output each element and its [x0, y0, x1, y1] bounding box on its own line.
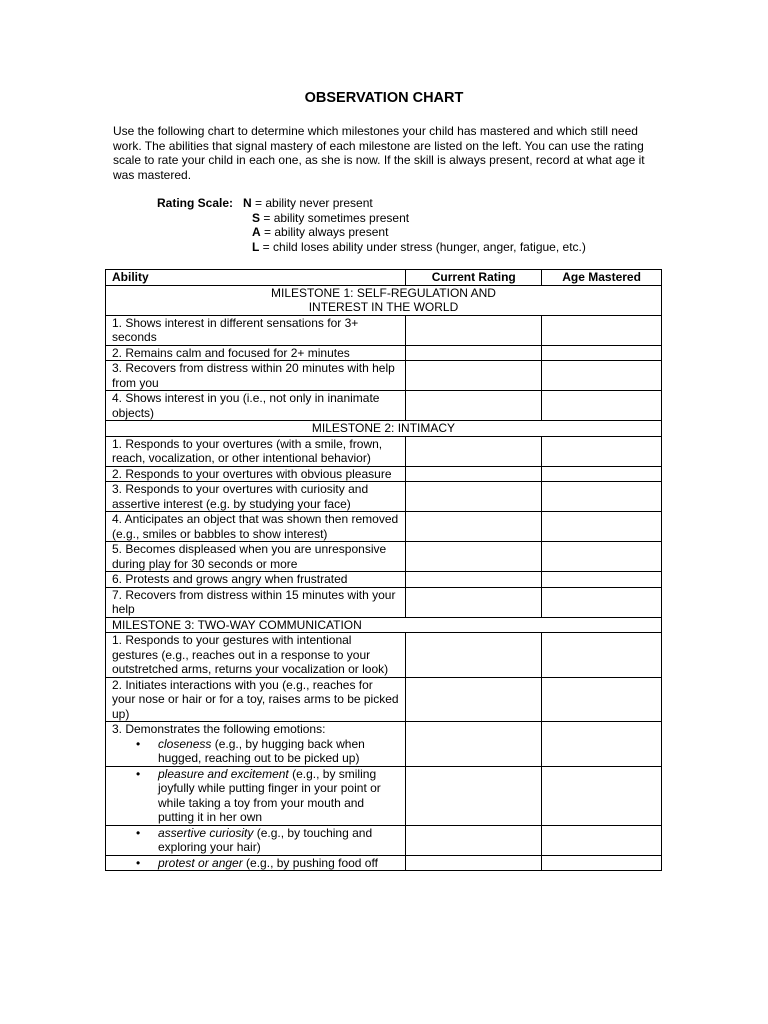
rating-text: = ability never present	[251, 196, 373, 210]
age-mastered-cell[interactable]	[542, 542, 662, 572]
current-rating-cell[interactable]	[406, 542, 542, 572]
age-mastered-cell[interactable]	[542, 436, 662, 466]
current-rating-cell[interactable]	[406, 512, 542, 542]
emotion-term: protest or anger	[158, 855, 243, 870]
current-rating-cell[interactable]	[406, 436, 542, 466]
emotion-term: pleasure and excitement	[158, 766, 289, 781]
ability-cell: 4. Shows interest in you (i.e., not only in inanimate objects)	[106, 391, 406, 421]
header-age-mastered: Age Mastered	[542, 270, 662, 286]
current-rating-cell[interactable]	[406, 587, 542, 617]
ability-cell: 1. Responds to your overtures (with a smile, frown, reach, vocalization, or other intentional behavior)	[106, 436, 406, 466]
age-mastered-cell[interactable]	[542, 677, 662, 722]
header-current-rating: Current Rating	[406, 270, 542, 286]
ability-cell	[106, 722, 406, 767]
current-rating-cell[interactable]	[406, 825, 542, 855]
ability-cell: 5. Becomes displeased when you are unresponsive during play for 30 seconds or more	[106, 542, 406, 572]
table-row	[106, 436, 662, 466]
table-row	[106, 315, 662, 345]
age-mastered-cell[interactable]	[542, 482, 662, 512]
ability-cell	[106, 766, 406, 825]
observation-table	[105, 269, 662, 871]
ability-cell: 1. Responds to your gestures with intentional gestures (e.g., reaches out in a response to your outstretched arms, returns your vocalization or look)	[106, 633, 406, 678]
milestone-row	[106, 617, 662, 633]
table-row	[106, 542, 662, 572]
emotion-desc: (e.g., by pushing food off	[242, 855, 378, 870]
age-mastered-cell[interactable]	[542, 722, 662, 767]
table-row	[106, 766, 662, 825]
ability-cell: 7. Recovers from distress within 15 minutes with your help	[106, 587, 406, 617]
emotion-item	[112, 856, 399, 871]
age-mastered-cell[interactable]	[542, 391, 662, 421]
current-rating-cell[interactable]	[406, 855, 542, 871]
emotion-item	[112, 737, 399, 766]
age-mastered-cell[interactable]	[542, 466, 662, 482]
age-mastered-cell[interactable]	[542, 825, 662, 855]
table-row	[106, 825, 662, 855]
current-rating-cell[interactable]	[406, 766, 542, 825]
age-mastered-cell[interactable]	[542, 345, 662, 361]
rating-code: L	[252, 240, 260, 255]
current-rating-cell[interactable]	[406, 722, 542, 767]
table-row	[106, 587, 662, 617]
bullet: •	[136, 766, 141, 781]
current-rating-cell[interactable]	[406, 391, 542, 421]
table-row	[106, 512, 662, 542]
current-rating-cell[interactable]	[406, 482, 542, 512]
current-rating-cell[interactable]	[406, 677, 542, 722]
emotion-item	[112, 767, 399, 825]
age-mastered-cell[interactable]	[542, 572, 662, 588]
current-rating-cell[interactable]	[406, 361, 542, 391]
header-ability: Ability	[106, 270, 406, 286]
ability-cell: 6. Protests and grows angry when frustrated	[106, 572, 406, 588]
ability-cell	[106, 825, 406, 855]
emotion-item	[112, 826, 399, 855]
rating-text: = child loses ability under stress (hunger, anger, fatigue, etc.)	[259, 240, 586, 255]
emotion-term: assertive curiosity	[158, 825, 254, 840]
milestone-row	[106, 285, 662, 315]
table-row	[106, 345, 662, 361]
age-mastered-cell[interactable]	[542, 633, 662, 678]
emotion-desc: (e.g., by touching and exploring your hair)	[158, 825, 373, 854]
rating-code: S	[252, 210, 261, 225]
milestone-1-heading: MILESTONE 1: SELF-REGULATION AND INTEREST IN THE WORLD	[106, 285, 662, 315]
current-rating-cell[interactable]	[406, 315, 542, 345]
milestone-2-heading: MILESTONE 2: INTIMACY	[106, 421, 662, 437]
ability-cell: 2. Remains calm and focused for 2+ minutes	[106, 345, 406, 361]
current-rating-cell[interactable]	[406, 633, 542, 678]
emotions-intro: 3. Demonstrates the following emotions:	[112, 722, 326, 736]
table-row	[106, 633, 662, 678]
table-row	[106, 722, 662, 767]
current-rating-cell[interactable]	[406, 466, 542, 482]
ability-cell: 2. Initiates interactions with you (e.g., reaches for your nose or hair or for a toy, raises arms to be picked up)	[106, 677, 406, 722]
table-row	[106, 572, 662, 588]
table-header-row	[106, 270, 662, 286]
table-row	[106, 482, 662, 512]
ability-cell: 3. Recovers from distress within 20 minutes with help from you	[106, 361, 406, 391]
milestone-row	[106, 421, 662, 437]
intro-paragraph: Use the following chart to determine which milestones your child has mastered and which still need work. The abilities that signal mastery of each milestone are listed on the left. You can use the rating scale to rate your child in each one, as she is now. If the skill is always present, record at what age it was mastered.	[113, 124, 645, 183]
emotion-desc: (e.g., by hugging back when hugged, reaching out to be picked up)	[158, 736, 365, 765]
table-row	[106, 391, 662, 421]
bullet: •	[136, 736, 141, 751]
age-mastered-cell[interactable]	[542, 361, 662, 391]
rating-code: N	[243, 196, 252, 210]
bullet: •	[136, 855, 141, 870]
age-mastered-cell[interactable]	[542, 766, 662, 825]
current-rating-cell[interactable]	[406, 345, 542, 361]
table-row	[106, 466, 662, 482]
age-mastered-cell[interactable]	[542, 512, 662, 542]
emotion-desc: (e.g., by smiling joyfully while putting finger in your point or while taking a toy from your mouth and putting it in her own	[158, 766, 381, 824]
ability-cell: 4. Anticipates an object that was shown then removed (e.g., smiles or babbles to show interest)	[106, 512, 406, 542]
ability-cell: 3. Responds to your overtures with curiosity and assertive interest (e.g. by studying your face)	[106, 482, 406, 512]
table-row	[106, 361, 662, 391]
rating-text: = ability sometimes present	[260, 210, 410, 225]
emotion-term: closeness	[158, 736, 212, 751]
table-row	[106, 677, 662, 722]
page-title: OBSERVATION CHART	[304, 90, 464, 106]
milestone-3-heading: MILESTONE 3: TWO-WAY COMMUNICATION	[106, 617, 662, 633]
age-mastered-cell[interactable]	[542, 315, 662, 345]
rating-code: A	[252, 225, 261, 240]
age-mastered-cell[interactable]	[542, 587, 662, 617]
rating-text: = ability always present	[260, 225, 389, 240]
ability-cell: 1. Shows interest in different sensations for 3+ seconds	[106, 315, 406, 345]
current-rating-cell[interactable]	[406, 572, 542, 588]
ability-cell	[106, 855, 406, 871]
rating-scale-label: Rating Scale:	[157, 196, 234, 210]
table-row	[106, 855, 662, 871]
ability-cell: 2. Responds to your overtures with obvious pleasure	[106, 466, 406, 482]
bullet: •	[136, 825, 141, 840]
age-mastered-cell[interactable]	[542, 855, 662, 871]
